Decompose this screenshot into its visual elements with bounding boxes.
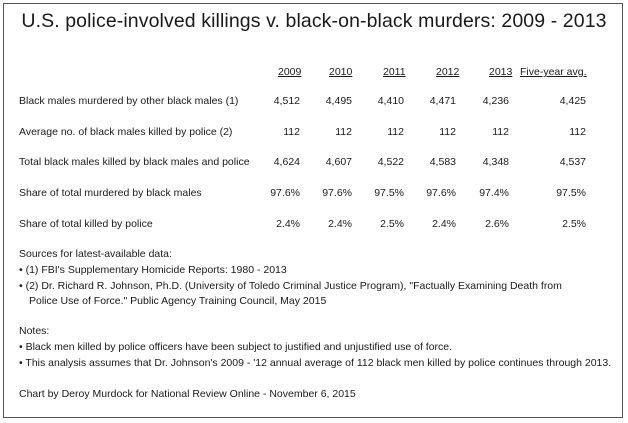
table-cell: 2.5% bbox=[380, 218, 404, 230]
table-cell: 112 bbox=[439, 126, 456, 138]
page-title: U.S. police-involved killings v. black-on-black murders: 2009 - 2013 bbox=[21, 10, 607, 32]
table-cell: 97.6% bbox=[322, 187, 352, 199]
table-cell: 97.5% bbox=[374, 187, 404, 199]
table-cell: 97.6% bbox=[426, 187, 456, 199]
table-cell: 97.5% bbox=[556, 187, 586, 199]
source-item: • (1) FBI's Supplementary Homicide Reports: 1980 - 2013 bbox=[19, 264, 287, 276]
table-cell: 112 bbox=[492, 126, 509, 138]
column-header-2012: 2012 bbox=[436, 66, 460, 78]
column-header-2009: 2009 bbox=[278, 66, 302, 78]
table-cell: 4,425 bbox=[559, 95, 586, 107]
credit-line: Chart by Deroy Murdock for National Review Online - November 6, 2015 bbox=[19, 388, 356, 400]
table-cell: 4,410 bbox=[377, 95, 404, 107]
table-cell: 112 bbox=[335, 126, 352, 138]
table-cell: 112 bbox=[569, 126, 586, 138]
table-cell: 112 bbox=[283, 126, 300, 138]
table-cell: 4,607 bbox=[325, 156, 352, 168]
table-cell: 97.6% bbox=[270, 187, 300, 199]
column-header-2010: 2010 bbox=[329, 66, 353, 78]
row-label: Total black males killed by black males and police bbox=[19, 156, 250, 168]
table-cell: 4,537 bbox=[559, 156, 586, 168]
note-item: • Black men killed by police officers have been subject to justified and unjustified use of force. bbox=[19, 341, 453, 353]
source-item-continuation: Police Use of Force." Public Agency Training Council, May 2015 bbox=[29, 295, 327, 307]
table-cell: 4,236 bbox=[482, 95, 509, 107]
table-cell: 2.6% bbox=[485, 218, 509, 230]
row-label: Share of total murdered by black males bbox=[19, 187, 202, 199]
table-cell: 2.5% bbox=[562, 218, 586, 230]
note-item: • This analysis assumes that Dr. Johnson's 2009 - '12 annual average of 112 black men killed by police continues through 2013. bbox=[19, 357, 612, 369]
column-header-2013: 2013 bbox=[489, 66, 513, 78]
row-label: Share of total killed by police bbox=[19, 218, 153, 230]
table-cell: 4,522 bbox=[377, 156, 404, 168]
row-label: Average no. of black males killed by police (2) bbox=[19, 126, 233, 138]
table-cell: 97.4% bbox=[479, 187, 509, 199]
table-cell: 4,512 bbox=[273, 95, 300, 107]
table-cell: 4,471 bbox=[429, 95, 456, 107]
table-cell: 4,495 bbox=[325, 95, 352, 107]
table-cell: 2.4% bbox=[328, 218, 352, 230]
table-cell: 4,348 bbox=[482, 156, 509, 168]
table-cell: 2.4% bbox=[276, 218, 300, 230]
column-header-2011: 2011 bbox=[383, 66, 406, 78]
table-cell: 4,583 bbox=[429, 156, 456, 168]
notes-heading: Notes: bbox=[19, 325, 50, 337]
row-label: Black males murdered by other black males (1) bbox=[19, 95, 239, 107]
table-cell: 4,624 bbox=[273, 156, 300, 168]
table-cell: 112 bbox=[387, 126, 404, 138]
sources-heading: Sources for latest-available data: bbox=[19, 248, 172, 260]
source-item: • (2) Dr. Richard R. Johnson, Ph.D. (University of Toledo Criminal Justice Program), "Factually Examining Death from bbox=[19, 280, 562, 292]
column-header-five-year-avg: Five-year avg. bbox=[520, 66, 587, 78]
table-cell: 2.4% bbox=[432, 218, 456, 230]
